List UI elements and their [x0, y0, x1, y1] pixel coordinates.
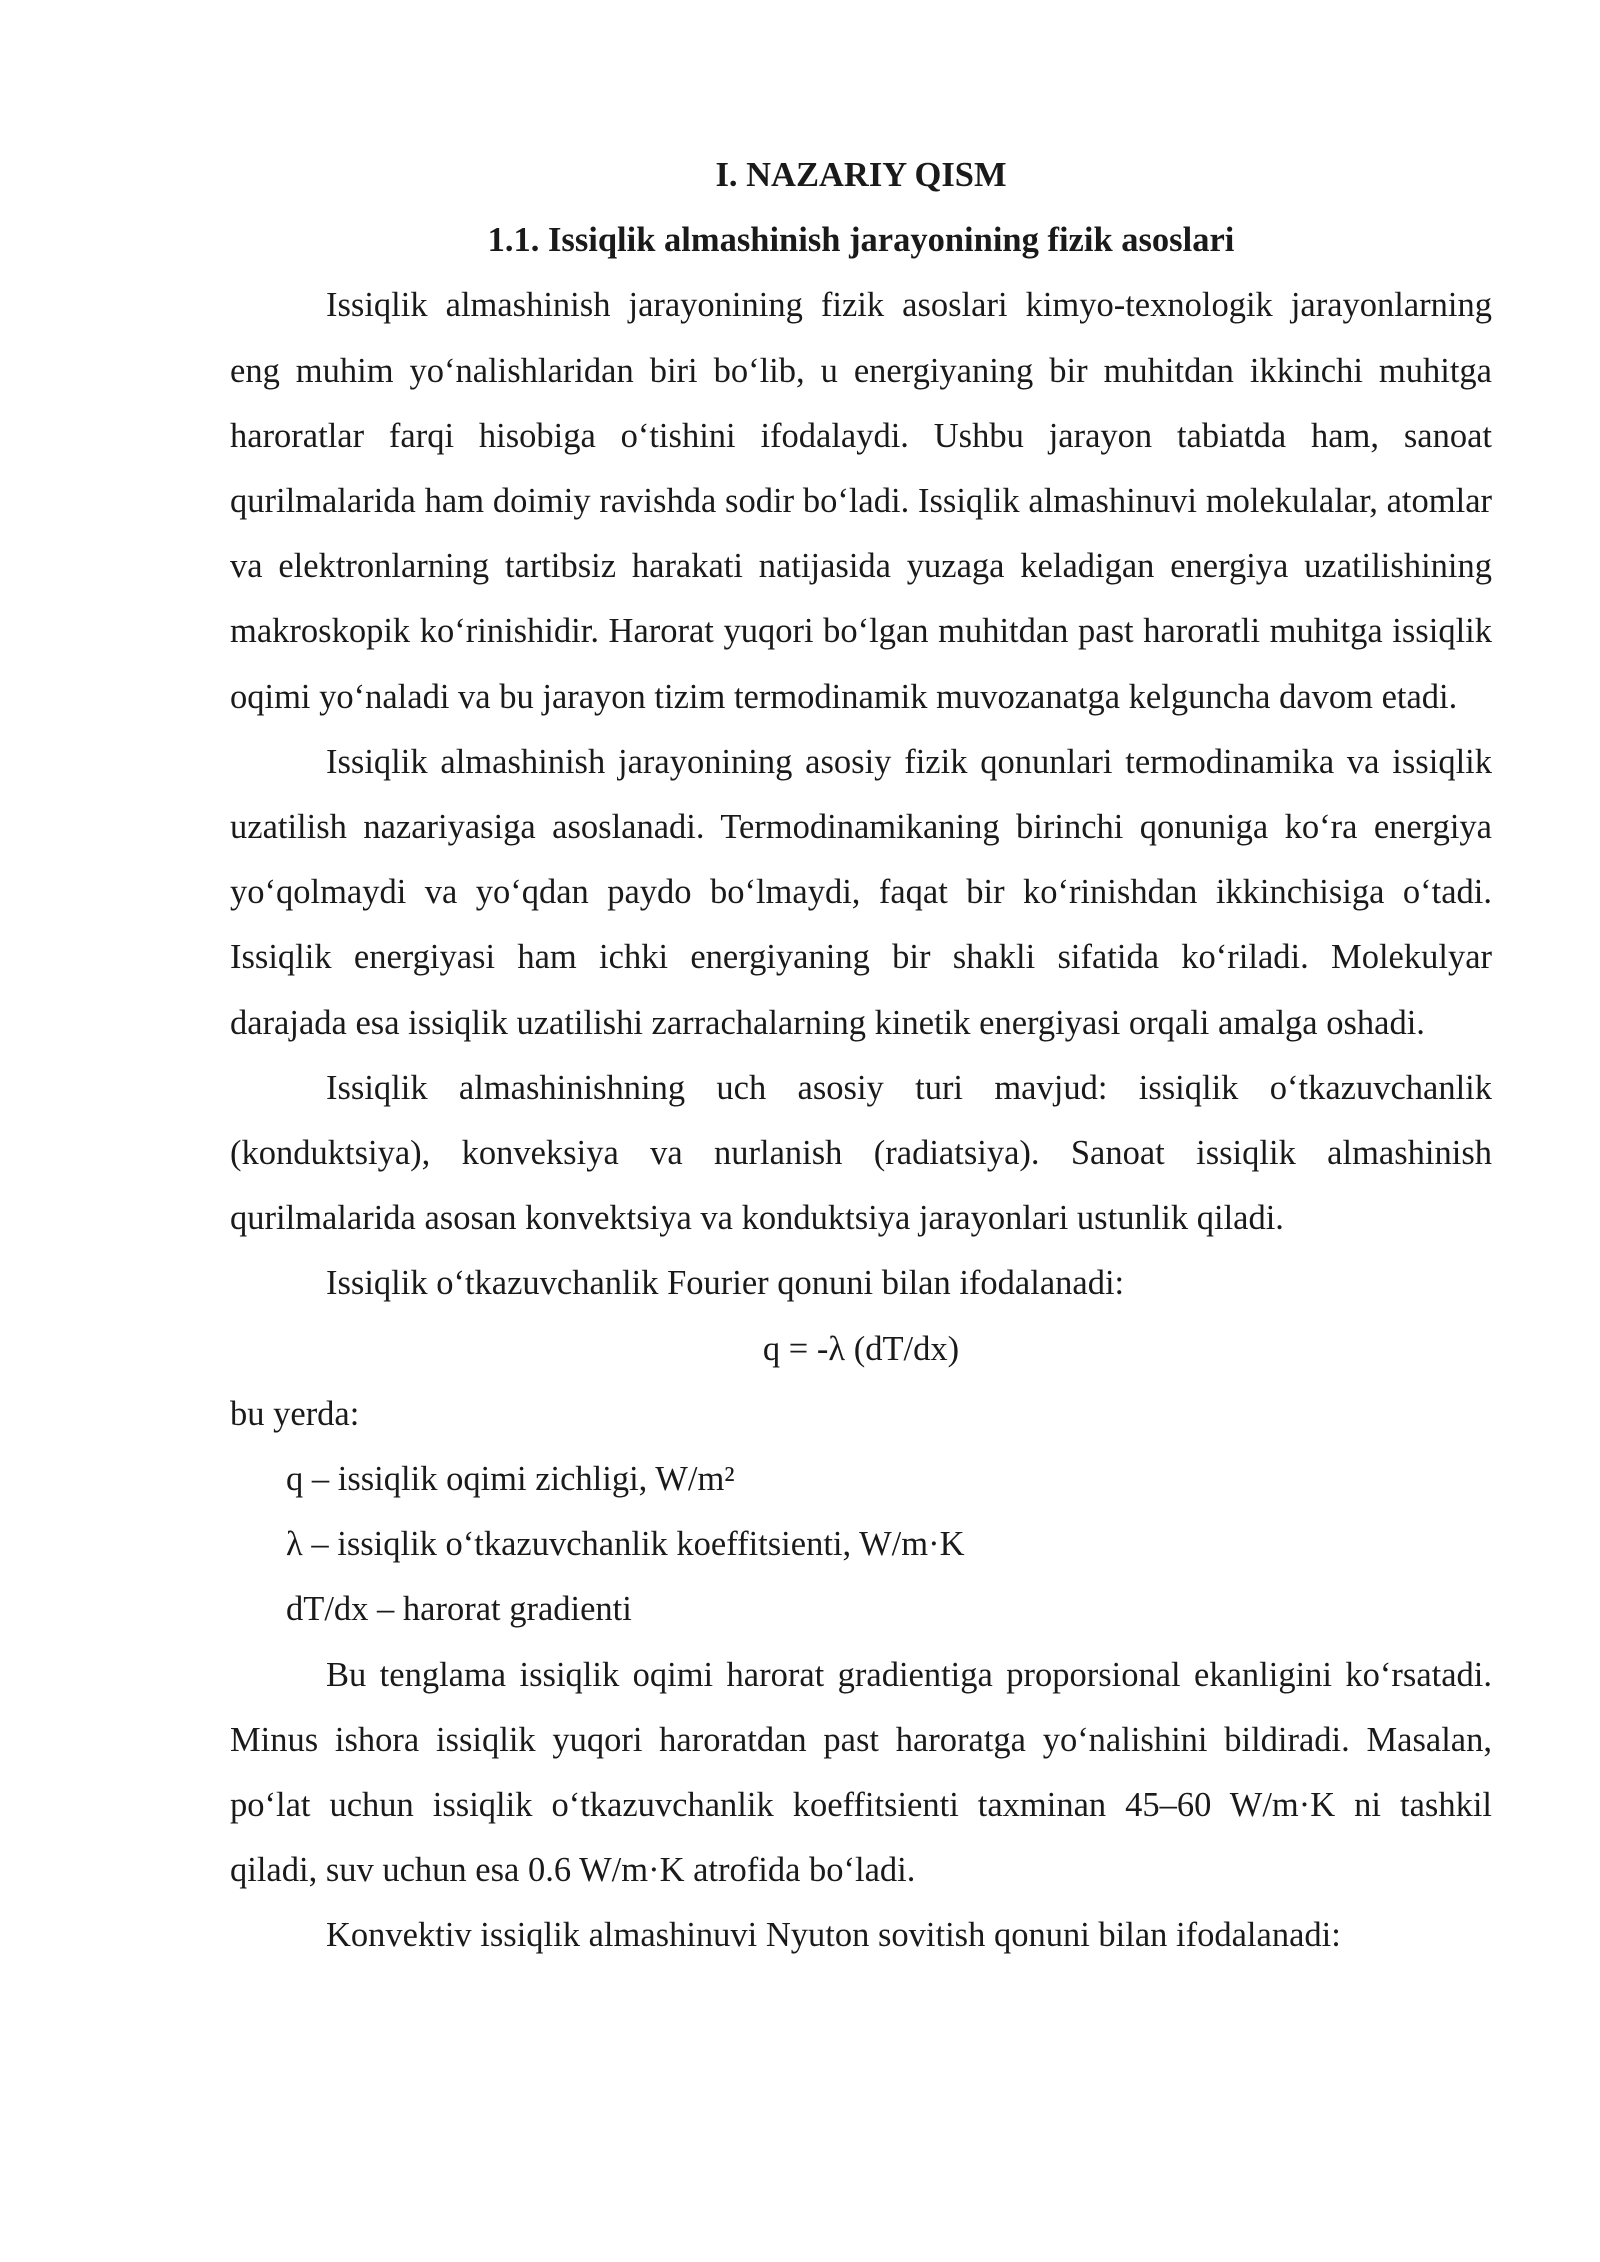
definition-gradient: dT/dx – harorat gradienti — [286, 1590, 632, 1629]
paragraph-5: Bu tenglama issiqlik oqimi harorat gradientiga proporsional ekanligini ko‘rsatadi. Minus ishora issiqlik yuqori haroratdan past haroratga yo‘nalishini bildiradi. Masalan, po‘lat uchun issiqlik o‘tkazuvchanlik koeffitsienti taxminan 45–60 W/m·K ni tashkil qiladi, suv uchun esa 0.6 W/m·K atrofida bo‘ladi. — [230, 1655, 1492, 1890]
paragraph-6: Konvektiv issiqlik almashinuvi Nyuton sovitish qonuni bilan ifodalanadi: — [326, 1916, 1341, 1955]
fourier-formula: q = -λ (dT/dx) — [762, 1329, 960, 1368]
section-title: I. NAZARIY QISM — [715, 156, 1007, 194]
paragraph-1: Issiqlik almashinish jarayonining fizik asoslari kimyo-texnologik jarayonlarning eng muhim yo‘nalishlaridan biri bo‘lib, u energiyaning bir muhitdan ikkinchi muhitga haroratlar farqi hisobiga o‘tishini ifodalaydi. Ushbu jarayon tabiatda ham, sanoat qurilmalarida ham doimiy ravishda sodir bo‘ladi. Issiqlik almashinuvi molekulalar, atomlar va elektronlarning tartibsiz harakati natijasida yuzaga keladigan energiya uzatilishining makroskopik ko‘rinishidir. Harorat yuqori bo‘lgan muhitdan past haroratli muhitga issiqlik oqimi yo‘naladi va bu jarayon tizim termodinamik muvozanatga kelguncha davom etadi. — [230, 286, 1492, 716]
subsection-title: 1.1. Issiqlik almashinish jarayonining fizik asoslari — [487, 221, 1235, 260]
document-body — [230, 143, 1492, 1969]
definition-q: q – issiqlik oqimi zichligi, W/m² — [286, 1460, 735, 1499]
paragraph-3: Issiqlik almashinishning uch asosiy turi mavjud: issiqlik o‘tkazuvchanlik (konduktsiya), konveksiya va nurlanish (radiatsiya). Sanoat issiqlik almashinish qurilmalarida asosan konvektsiya va konduktsiya jarayonlari ustunlik qiladi. — [230, 1068, 1492, 1238]
definition-lambda: λ – issiqlik o‘tkazuvchanlik koeffitsienti, W/m·K — [286, 1525, 965, 1564]
where-label: bu yerda: — [230, 1394, 360, 1433]
paragraph-2: Issiqlik almashinish jarayonining asosiy fizik qonunlari termodinamika va issiqlik uzatilish nazariyasiga asoslanadi. Termodinamikaning birinchi qonuniga ko‘ra energiya yo‘qolmaydi va yo‘qdan paydo bo‘lmaydi, faqat bir ko‘rinishdan ikkinchisiga o‘tadi. Issiqlik energiyasi ham ichki energiyaning bir shakli sifatida ko‘riladi. Molekulyar darajada esa issiqlik uzatilishi zarrachalarning kinetik energiyasi orqali amalga oshadi. — [230, 742, 1492, 1042]
paragraph-4: Issiqlik o‘tkazuvchanlik Fourier qonuni bilan ifodalanadi: — [326, 1264, 1125, 1303]
